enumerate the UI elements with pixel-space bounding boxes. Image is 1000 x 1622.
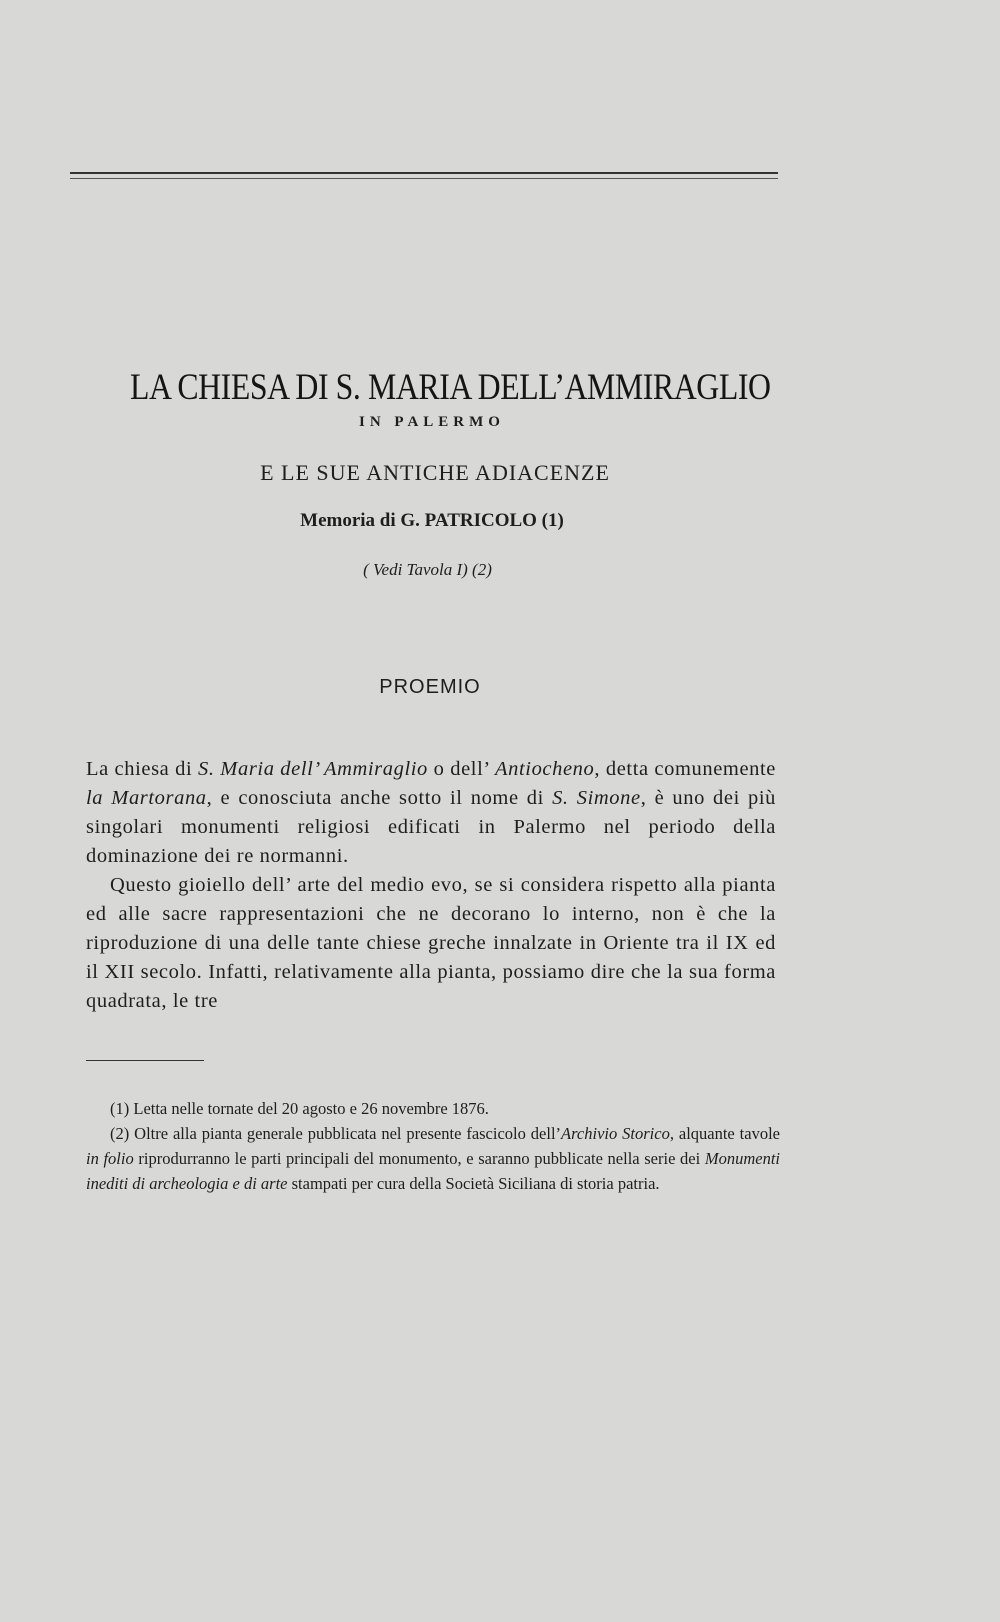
footnote-rule — [86, 1060, 204, 1061]
section-title: PROEMIO — [379, 676, 481, 698]
header-rule-thin — [70, 178, 778, 179]
footnote-2: (2) Oltre alla pianta generale pubblicata nel presente fascicolo dell’Archivio Storico, alquante tavole in folio riprodurranno le parti principali del monumento, e saranno pubblicate nella serie dei Monumenti inediti di archeologia e di arte stampati per cura della Società Siciliana di storia patria. — [86, 1124, 780, 1193]
article-location: IN PALERMO — [359, 414, 505, 430]
paragraph-1: La chiesa di S. Maria dell’ Ammiraglio o dell’ Antiocheno, detta comunemente la Martorana, e conosciuta anche sotto il nome di S. Simone, è uno dei più singolari monumenti religiosi edificati in Palermo nel periodo della dominazione dei re normanni. — [86, 758, 777, 867]
article-subtitle: E LE SUE ANTICHE ADIACENZE — [260, 460, 610, 485]
footnotes — [86, 1096, 780, 1196]
article-author: Memoria di G. PATRICOLO (1) — [300, 510, 564, 531]
article-title: LA CHIESA DI S. MARIA DELL’AMMIRAGLIO — [130, 367, 771, 408]
paragraph-2: Questo gioiello dell’ arte del medio evo, se si considera rispetto alla pianta ed alle sacre rappresentazioni che ne decorano lo interno, non è che la riproduzione di una delle tante chiese greche innalzate in Oriente tra il IX ed il XII secolo. Infatti, relativamente alla pianta, possiamo dire che la sua forma quadrata, le tre — [86, 874, 776, 1012]
footnote-1: (1) Letta nelle tornate del 20 agosto e 26 novembre 1876. — [110, 1099, 489, 1118]
plate-reference: ( Vedi Tavola I) (2) — [363, 560, 492, 579]
body-text — [86, 755, 776, 1016]
header-rule — [70, 172, 778, 174]
